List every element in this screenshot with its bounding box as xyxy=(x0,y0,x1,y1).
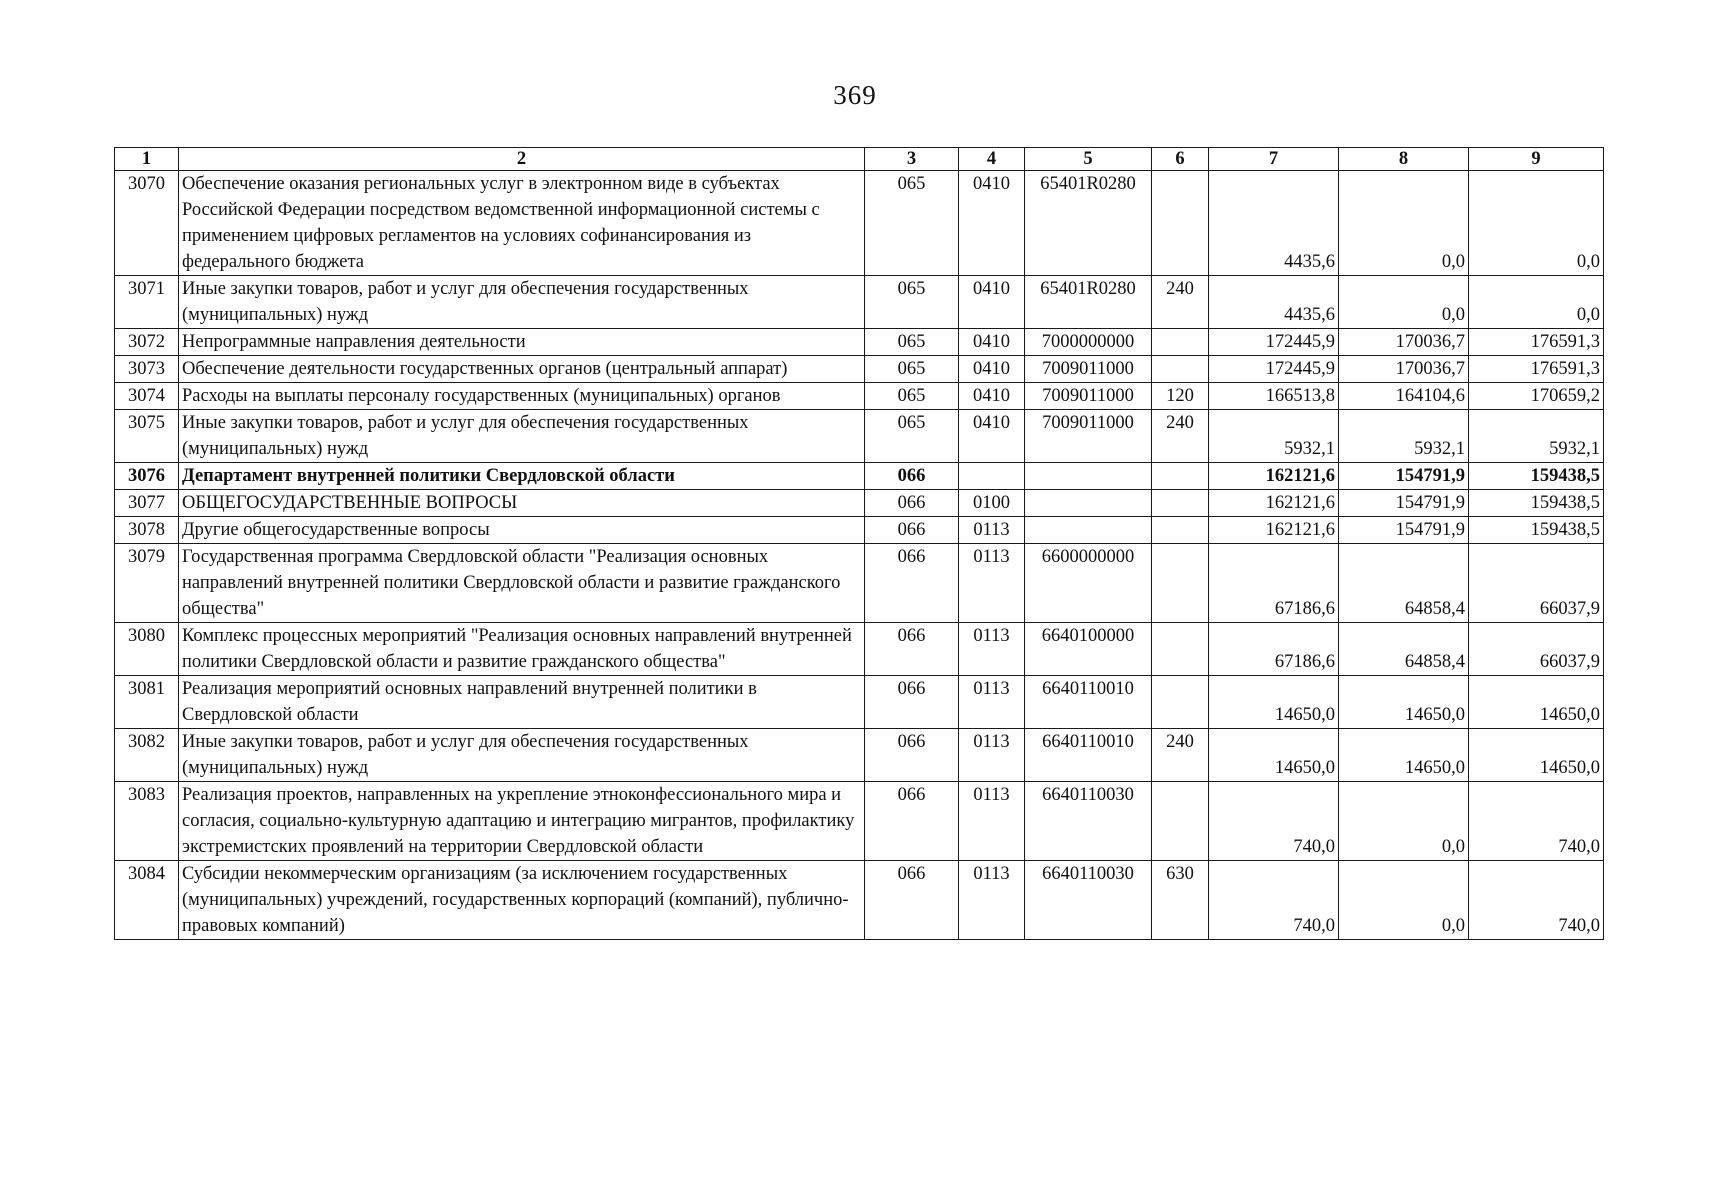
row-code-4: 0113 xyxy=(959,729,1025,782)
row-value-9: 740,0 xyxy=(1469,861,1604,940)
row-code-4: 0113 xyxy=(959,782,1025,861)
table-row xyxy=(115,356,1604,383)
row-code-5: 7009011000 xyxy=(1025,383,1152,410)
row-name: Реализация проектов, направленных на укрепление этноконфессионального мира и согласия, социально-культурную адаптацию и интеграцию мигрантов, профилактику экстремистских проявлений на территории Свердловской области xyxy=(179,782,865,861)
row-code-4: 0410 xyxy=(959,329,1025,356)
row-name: Департамент внутренней политики Свердловской области xyxy=(179,463,865,490)
row-name: Иные закупки товаров, работ и услуг для обеспечения государственных (муниципальных) нужд xyxy=(179,729,865,782)
row-value-7: 4435,6 xyxy=(1209,276,1339,329)
row-value-8: 170036,7 xyxy=(1339,329,1469,356)
row-value-8: 0,0 xyxy=(1339,861,1469,940)
row-value-9: 740,0 xyxy=(1469,782,1604,861)
row-code-6: 240 xyxy=(1152,276,1209,329)
column-header: 3 xyxy=(865,148,959,171)
row-value-9: 14650,0 xyxy=(1469,676,1604,729)
row-code-6 xyxy=(1152,676,1209,729)
row-code-3: 066 xyxy=(865,544,959,623)
row-value-8: 154791,9 xyxy=(1339,490,1469,517)
row-value-8: 14650,0 xyxy=(1339,676,1469,729)
column-header: 4 xyxy=(959,148,1025,171)
row-name: Обеспечение оказания региональных услуг в электронном виде в субъектах Российской Федерации посредством ведомственной информационной системы с применением цифровых регламентов на условиях софинансирования из федерального бюджета xyxy=(179,171,865,276)
row-code-4: 0410 xyxy=(959,410,1025,463)
row-code-3: 066 xyxy=(865,517,959,544)
row-code-4: 0100 xyxy=(959,490,1025,517)
row-number: 3074 xyxy=(115,383,179,410)
row-value-7: 14650,0 xyxy=(1209,729,1339,782)
row-code-6 xyxy=(1152,356,1209,383)
row-code-3: 066 xyxy=(865,861,959,940)
column-header: 5 xyxy=(1025,148,1152,171)
row-value-8: 5932,1 xyxy=(1339,410,1469,463)
row-code-4 xyxy=(959,463,1025,490)
row-code-5 xyxy=(1025,490,1152,517)
column-header: 6 xyxy=(1152,148,1209,171)
row-code-5 xyxy=(1025,463,1152,490)
row-code-3: 066 xyxy=(865,729,959,782)
table-row xyxy=(115,623,1604,676)
table-row xyxy=(115,782,1604,861)
row-code-6: 630 xyxy=(1152,861,1209,940)
row-code-6 xyxy=(1152,782,1209,861)
row-code-3: 065 xyxy=(865,171,959,276)
row-value-8: 154791,9 xyxy=(1339,517,1469,544)
row-code-5: 6600000000 xyxy=(1025,544,1152,623)
row-name: Субсидии некоммерческим организациям (за исключением государственных (муниципальных) учреждений, государственных корпораций (компаний), публично-правовых компаний) xyxy=(179,861,865,940)
row-code-3: 065 xyxy=(865,356,959,383)
budget-table xyxy=(114,147,1604,940)
column-header: 7 xyxy=(1209,148,1339,171)
row-code-5: 7000000000 xyxy=(1025,329,1152,356)
row-name: Иные закупки товаров, работ и услуг для обеспечения государственных (муниципальных) нужд xyxy=(179,410,865,463)
table-header xyxy=(115,148,1604,171)
row-number: 3072 xyxy=(115,329,179,356)
row-code-5 xyxy=(1025,517,1152,544)
row-value-7: 166513,8 xyxy=(1209,383,1339,410)
row-code-3: 066 xyxy=(865,676,959,729)
row-number: 3084 xyxy=(115,861,179,940)
row-code-6: 240 xyxy=(1152,729,1209,782)
row-name: Обеспечение деятельности государственных органов (центральный аппарат) xyxy=(179,356,865,383)
column-header: 8 xyxy=(1339,148,1469,171)
row-value-8: 0,0 xyxy=(1339,171,1469,276)
row-name: Государственная программа Свердловской области "Реализация основных направлений внутренней политики Свердловской области и развитие гражданского общества" xyxy=(179,544,865,623)
row-code-4: 0410 xyxy=(959,383,1025,410)
row-value-9: 5932,1 xyxy=(1469,410,1604,463)
row-code-5: 6640100000 xyxy=(1025,623,1152,676)
row-value-7: 5932,1 xyxy=(1209,410,1339,463)
row-value-7: 67186,6 xyxy=(1209,623,1339,676)
row-name: Другие общегосударственные вопросы xyxy=(179,517,865,544)
row-value-9: 176591,3 xyxy=(1469,329,1604,356)
row-number: 3078 xyxy=(115,517,179,544)
row-name: Расходы на выплаты персоналу государственных (муниципальных) органов xyxy=(179,383,865,410)
row-name: Непрограммные направления деятельности xyxy=(179,329,865,356)
column-header: 9 xyxy=(1469,148,1604,171)
row-code-6: 240 xyxy=(1152,410,1209,463)
row-value-9: 159438,5 xyxy=(1469,463,1604,490)
row-value-7: 162121,6 xyxy=(1209,517,1339,544)
row-value-9: 66037,9 xyxy=(1469,623,1604,676)
row-value-8: 64858,4 xyxy=(1339,544,1469,623)
row-code-6 xyxy=(1152,171,1209,276)
table-row xyxy=(115,410,1604,463)
row-value-8: 164104,6 xyxy=(1339,383,1469,410)
row-value-8: 170036,7 xyxy=(1339,356,1469,383)
row-number: 3075 xyxy=(115,410,179,463)
row-code-6 xyxy=(1152,490,1209,517)
row-code-4: 0113 xyxy=(959,544,1025,623)
row-value-9: 170659,2 xyxy=(1469,383,1604,410)
row-code-6 xyxy=(1152,329,1209,356)
table-row xyxy=(115,517,1604,544)
row-name: Реализация мероприятий основных направлений внутренней политики в Свердловской области xyxy=(179,676,865,729)
row-value-9: 176591,3 xyxy=(1469,356,1604,383)
row-code-3: 066 xyxy=(865,490,959,517)
table-row xyxy=(115,544,1604,623)
table-body xyxy=(115,171,1604,940)
row-code-4: 0410 xyxy=(959,356,1025,383)
row-code-4: 0113 xyxy=(959,861,1025,940)
row-code-3: 065 xyxy=(865,329,959,356)
row-value-8: 0,0 xyxy=(1339,782,1469,861)
row-code-3: 066 xyxy=(865,782,959,861)
row-code-5: 65401R0280 xyxy=(1025,276,1152,329)
table-row xyxy=(115,490,1604,517)
row-code-4: 0113 xyxy=(959,623,1025,676)
row-value-7: 4435,6 xyxy=(1209,171,1339,276)
row-value-7: 67186,6 xyxy=(1209,544,1339,623)
row-code-4: 0113 xyxy=(959,517,1025,544)
row-code-3: 065 xyxy=(865,410,959,463)
table-row xyxy=(115,329,1604,356)
row-value-7: 162121,6 xyxy=(1209,490,1339,517)
row-name: Иные закупки товаров, работ и услуг для обеспечения государственных (муниципальных) нужд xyxy=(179,276,865,329)
row-code-4: 0113 xyxy=(959,676,1025,729)
row-value-9: 159438,5 xyxy=(1469,490,1604,517)
row-number: 3079 xyxy=(115,544,179,623)
row-value-7: 740,0 xyxy=(1209,782,1339,861)
row-value-9: 0,0 xyxy=(1469,276,1604,329)
row-value-8: 64858,4 xyxy=(1339,623,1469,676)
row-code-3: 065 xyxy=(865,276,959,329)
page-number: 369 xyxy=(833,80,877,110)
table-row xyxy=(115,676,1604,729)
row-number: 3070 xyxy=(115,171,179,276)
row-code-6 xyxy=(1152,544,1209,623)
row-code-3: 066 xyxy=(865,623,959,676)
row-value-9: 159438,5 xyxy=(1469,517,1604,544)
table-row xyxy=(115,171,1604,276)
row-code-5: 6640110010 xyxy=(1025,676,1152,729)
row-code-5: 65401R0280 xyxy=(1025,171,1152,276)
row-code-3: 066 xyxy=(865,463,959,490)
row-value-9: 66037,9 xyxy=(1469,544,1604,623)
row-value-7: 162121,6 xyxy=(1209,463,1339,490)
row-code-6: 120 xyxy=(1152,383,1209,410)
table-row xyxy=(115,383,1604,410)
row-number: 3082 xyxy=(115,729,179,782)
row-code-6 xyxy=(1152,517,1209,544)
row-number: 3080 xyxy=(115,623,179,676)
row-code-4: 0410 xyxy=(959,276,1025,329)
row-value-7: 172445,9 xyxy=(1209,329,1339,356)
row-value-8: 154791,9 xyxy=(1339,463,1469,490)
table-row xyxy=(115,276,1604,329)
row-code-5: 6640110010 xyxy=(1025,729,1152,782)
row-value-8: 14650,0 xyxy=(1339,729,1469,782)
row-value-7: 14650,0 xyxy=(1209,676,1339,729)
row-name: Комплекс процессных мероприятий "Реализация основных направлений внутренней политики Свердловской области и развитие гражданского общества" xyxy=(179,623,865,676)
row-code-6 xyxy=(1152,623,1209,676)
row-value-9: 14650,0 xyxy=(1469,729,1604,782)
row-code-5: 7009011000 xyxy=(1025,356,1152,383)
row-code-6 xyxy=(1152,463,1209,490)
row-number: 3076 xyxy=(115,463,179,490)
row-number: 3081 xyxy=(115,676,179,729)
row-code-5: 7009011000 xyxy=(1025,410,1152,463)
row-value-7: 740,0 xyxy=(1209,861,1339,940)
row-value-8: 0,0 xyxy=(1339,276,1469,329)
row-value-7: 172445,9 xyxy=(1209,356,1339,383)
row-number: 3073 xyxy=(115,356,179,383)
column-header: 1 xyxy=(115,148,179,171)
table-row xyxy=(115,463,1604,490)
row-value-9: 0,0 xyxy=(1469,171,1604,276)
row-code-5: 6640110030 xyxy=(1025,861,1152,940)
header-row xyxy=(115,148,1604,171)
row-name: ОБЩЕГОСУДАРСТВЕННЫЕ ВОПРОСЫ xyxy=(179,490,865,517)
row-number: 3071 xyxy=(115,276,179,329)
row-code-4: 0410 xyxy=(959,171,1025,276)
table-row xyxy=(115,861,1604,940)
row-code-3: 065 xyxy=(865,383,959,410)
row-number: 3077 xyxy=(115,490,179,517)
table-row xyxy=(115,729,1604,782)
row-number: 3083 xyxy=(115,782,179,861)
row-code-5: 6640110030 xyxy=(1025,782,1152,861)
column-header: 2 xyxy=(179,148,865,171)
